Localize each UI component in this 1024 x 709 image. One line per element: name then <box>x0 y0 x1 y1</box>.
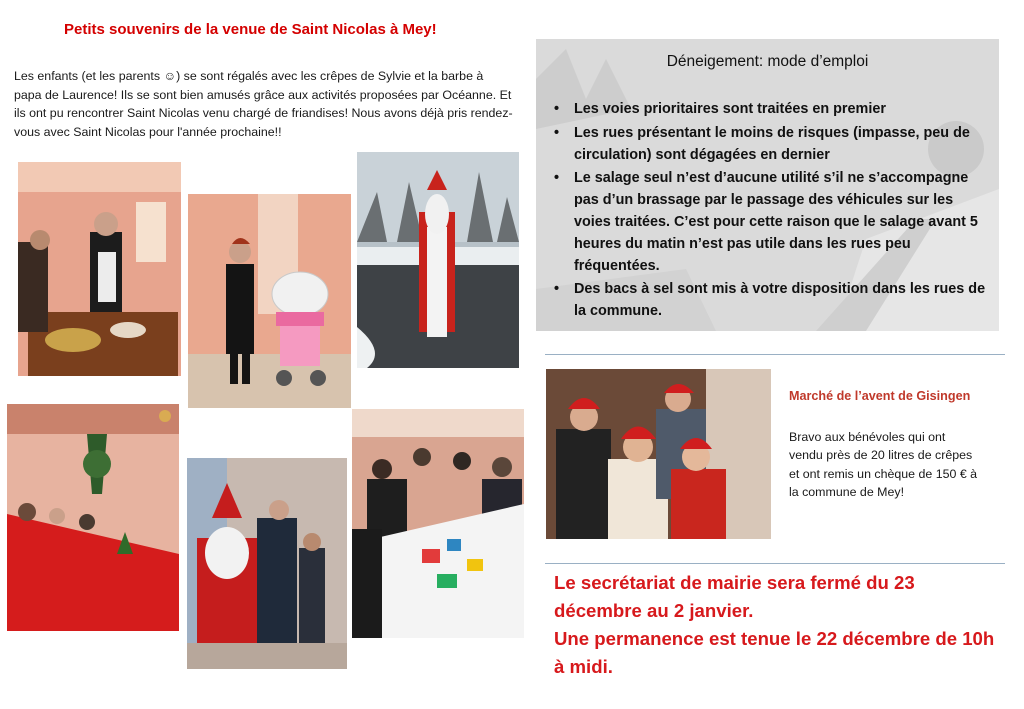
list-item: • Les rues présentant le moins de risques (impasse, peu de circulation) sont dégagées en dernier <box>554 124 970 163</box>
photo-saint-nicolas-children <box>187 458 347 669</box>
photo-crepes-kitchen <box>18 162 181 376</box>
notice-permanence: Une permanence est tenue le 22 décembre de 10h à midi. <box>554 628 995 677</box>
section-divider-top <box>545 354 1005 355</box>
bullet: • <box>554 281 560 298</box>
photo-saint-nicolas-outdoor <box>357 152 519 368</box>
bullet: • <box>554 101 560 117</box>
notice-closure: Le secrétariat de mairie sera fermé du 23 décembre au 2 janvier. <box>554 572 915 621</box>
marche-title: Marché de l’avent de Gisingen <box>789 389 971 403</box>
photo-cotton-candy <box>188 194 351 408</box>
photo-marche-volunteers <box>546 369 771 539</box>
bullet: • <box>554 170 560 187</box>
list-item: • Des bacs à sel sont mis à votre disposition dans les rues de la commune. <box>554 281 986 320</box>
marche-text: Bravo aux bénévoles qui ont vendu près de 20 litres de crêpes et ont remis un chèque de 150 € à la commune de Mey! <box>789 430 978 500</box>
photo-long-table <box>7 404 179 631</box>
photo-crafts-activity <box>352 409 524 638</box>
section-divider-bottom <box>545 563 1005 564</box>
deneigement-list <box>552 99 992 325</box>
list-item: • Les voies prioritaires sont traitées en premier <box>552 99 992 121</box>
intro-paragraph: Les enfants (et les parents ☺) se sont régalés avec les crêpes de Sylvie et la barbe à papa de Laurence! Ils se sont bien amusés grâce aux activités proposées par Océanne. Et ils ont pu rencontrer Saint Nicolas venu chargé de friandises! Nous avons déjà pris rendez-vous avec Saint Nicolas pour l'année prochaine!! <box>14 69 513 139</box>
deneigement-title: Déneigement: mode d’emploi <box>666 53 869 70</box>
bullet: • <box>554 124 560 141</box>
list-item: • Le salage seul n’est d’aucune utilité s’il ne s’accompagne pas d’un brassage par le passage des véhicules sur les voies traitées. C’est pour cette raison que le salage avant 5 heures du matin n’est pas utile dans les rues peu fréquentées. <box>554 170 978 274</box>
mairie-notice <box>554 569 1004 681</box>
left-title: Petits souvenirs de la venue de Saint Nicolas à Mey! <box>64 21 437 38</box>
deneigement-panel <box>536 39 999 331</box>
